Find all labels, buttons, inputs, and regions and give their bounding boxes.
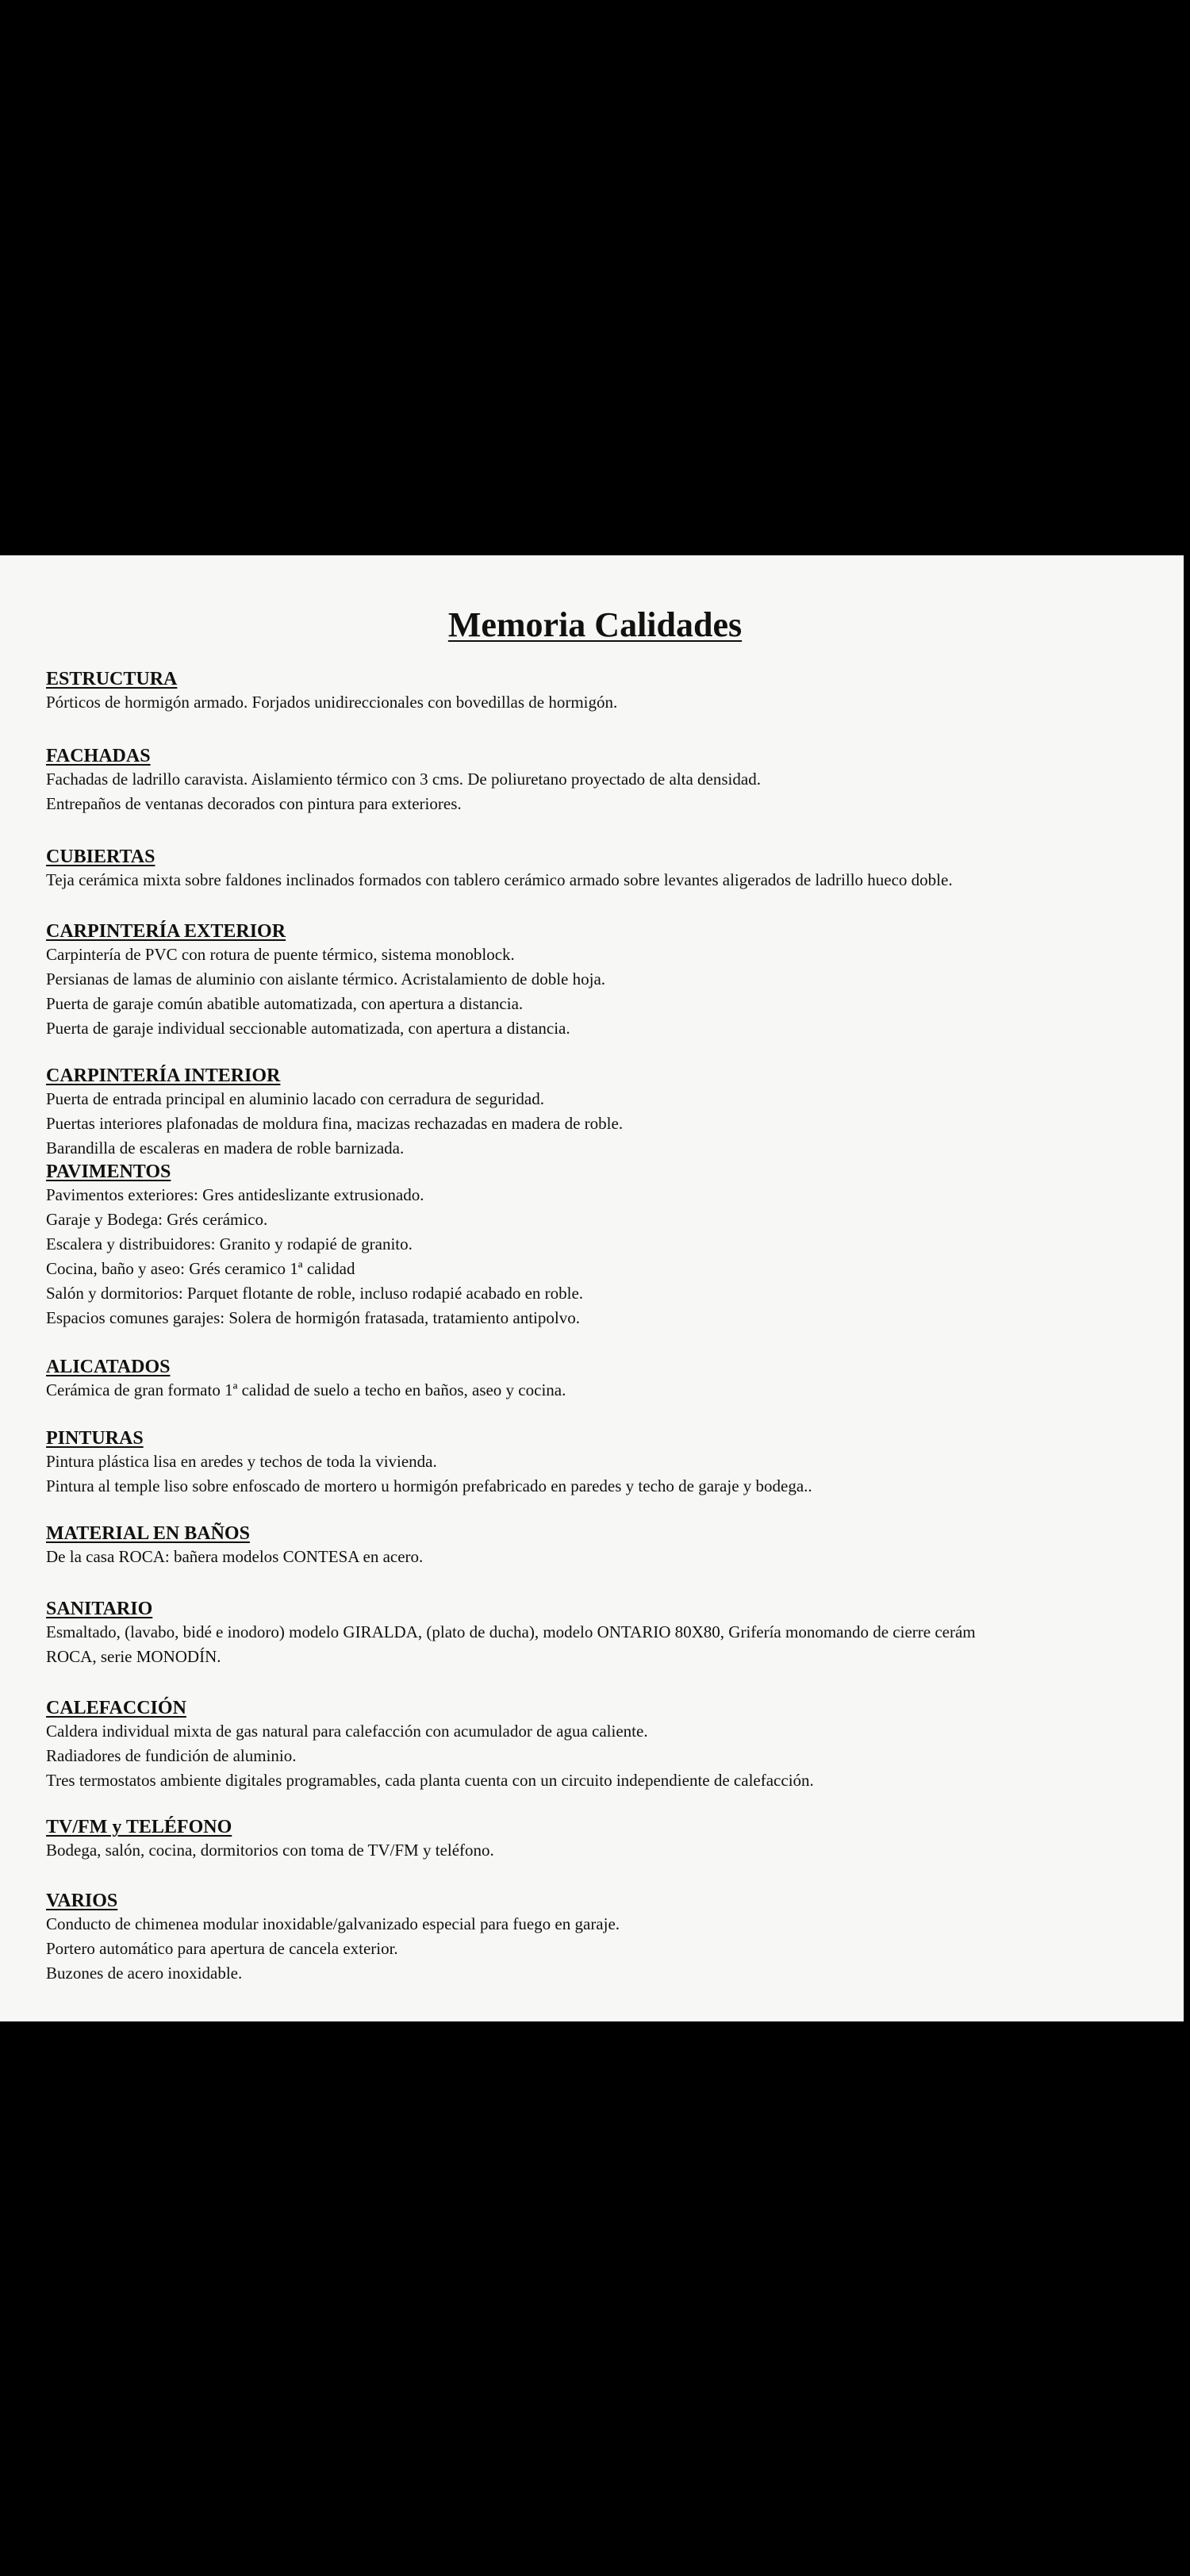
section-line: Puerta de entrada principal en aluminio lacado con cerradura de seguridad.	[46, 1089, 544, 1108]
section-cubiertas	[46, 847, 1184, 893]
section-line: Escalera y distribuidores: Granito y rodapié de granito.	[46, 1234, 413, 1253]
section-line: Entrepaños de ventanas decorados con pintura para exteriores.	[46, 794, 462, 813]
section-carpinteria-interior	[46, 1065, 1184, 1161]
section-line: Fachadas de ladrillo caravista. Aislamiento térmico con 3 cms. De poliuretano proyectado de alta densidad.	[46, 770, 761, 789]
section-line: Puerta de garaje común abatible automatizada, con apertura a distancia.	[46, 994, 524, 1013]
section-line: Radiadores de fundición de aluminio.	[46, 1746, 297, 1765]
section-pavimentos	[46, 1161, 1184, 1330]
section-pinturas	[46, 1428, 1184, 1499]
section-line: Puertas interiores plafonadas de moldura fina, macizas rechazadas en madera de roble.	[46, 1114, 624, 1133]
section-line: Cocina, baño y aseo: Grés ceramico 1ª calidad	[46, 1259, 355, 1278]
document-page	[0, 555, 1184, 2021]
section-heading: ESTRUCTURA	[46, 669, 178, 689]
section-line: Pavimentos exteriores: Gres antideslizante extrusionado.	[46, 1185, 424, 1204]
document-title: Memoria Calidades	[447, 605, 743, 644]
section-line: ROCA, serie MONODÍN.	[46, 1647, 221, 1666]
section-heading: CUBIERTAS	[46, 847, 155, 867]
section-line: Cerámica de gran formato 1ª calidad de suelo a techo en baños, aseo y cocina.	[46, 1380, 566, 1399]
section-line: Garaje y Bodega: Grés cerámico.	[46, 1210, 268, 1229]
section-line: Portero automático para apertura de cancela exterior.	[46, 1939, 398, 1958]
section-heading: TV/FM y TELÉFONO	[46, 1817, 232, 1837]
section-line: Pintura plástica lisa en aredes y techos de toda la vivienda.	[46, 1452, 437, 1471]
section-calefaccion	[46, 1698, 1184, 1793]
section-alicatados	[46, 1357, 1184, 1403]
section-line: Tres termostatos ambiente digitales programables, cada planta cuenta con un circuito independiente de calefacción.	[46, 1771, 814, 1790]
section-sanitario	[46, 1599, 1184, 1669]
section-varios	[46, 1891, 1184, 1986]
section-heading: PINTURAS	[46, 1428, 144, 1449]
section-line: Salón y dormitorios: Parquet flotante de roble, incluso rodapié acabado en roble.	[46, 1284, 584, 1303]
section-estructura	[46, 669, 1184, 715]
section-material-en-banos	[46, 1523, 1184, 1569]
section-line: Carpintería de PVC con rotura de puente térmico, sistema monoblock.	[46, 945, 515, 964]
section-line: Espacios comunes garajes: Solera de hormigón fratasada, tratamiento antipolvo.	[46, 1308, 580, 1327]
section-heading: MATERIAL EN BAÑOS	[46, 1523, 250, 1544]
section-tv-fm-telefono	[46, 1817, 1184, 1863]
section-heading: FACHADAS	[46, 746, 151, 766]
section-line: Bodega, salón, cocina, dormitorios con toma de TV/FM y teléfono.	[46, 1841, 494, 1860]
section-line: Puerta de garaje individual seccionable automatizada, con apertura a distancia.	[46, 1019, 570, 1038]
section-line: Conducto de chimenea modular inoxidable/galvanizado especial para fuego en garaje.	[46, 1914, 620, 1933]
section-line: De la casa ROCA: bañera modelos CONTESA en acero.	[46, 1547, 424, 1566]
section-heading: CARPINTERÍA EXTERIOR	[46, 921, 286, 942]
section-heading: VARIOS	[46, 1891, 118, 1911]
section-line: Persianas de lamas de aluminio con aislante térmico. Acristalamiento de doble hoja.	[46, 969, 606, 989]
section-heading: ALICATADOS	[46, 1357, 171, 1377]
section-line: Caldera individual mixta de gas natural para calefacción con acumulador de agua caliente.	[46, 1722, 648, 1741]
section-line: Esmaltado, (lavabo, bidé e inodoro) modelo GIRALDA, (plato de ducha), modelo ONTARIO 80X80, Grifería monomando de cierre cerám	[46, 1622, 976, 1641]
section-carpinteria-exterior	[46, 921, 1184, 1041]
section-heading: SANITARIO	[46, 1599, 153, 1619]
section-line: Teja cerámica mixta sobre faldones inclinados formados con tablero cerámico armado sobre levantes aligerados de ladrillo hueco doble.	[46, 870, 953, 889]
section-line: Pórticos de hormigón armado. Forjados unidireccionales con bovedillas de hormigón.	[46, 693, 618, 712]
section-heading: CARPINTERÍA INTERIOR	[46, 1065, 281, 1086]
section-line: Buzones de acero inoxidable.	[46, 1964, 243, 1983]
section-line: Pintura al temple liso sobre enfoscado de mortero u hormigón prefabricado en paredes y techo de garaje y bodega..	[46, 1476, 812, 1495]
section-line: Barandilla de escaleras en madera de roble barnizada.	[46, 1138, 405, 1157]
section-fachadas	[46, 746, 1184, 816]
section-heading: PAVIMENTOS	[46, 1161, 171, 1182]
section-heading: CALEFACCIÓN	[46, 1698, 186, 1718]
